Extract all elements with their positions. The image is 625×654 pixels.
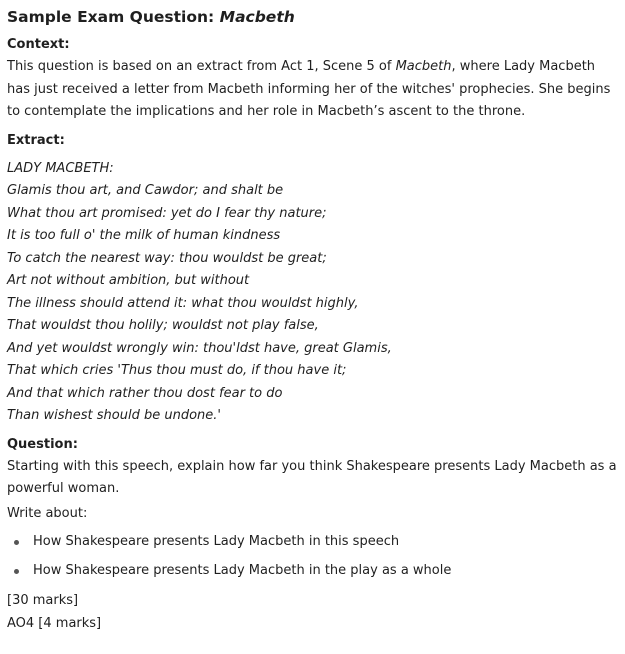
extract-line: And yet wouldst wrongly win: thou'ldst have, great Glamis, — [7, 340, 392, 356]
bullet-icon — [14, 569, 19, 574]
extract-line: The illness should attend it: what thou wouldst highly, — [7, 295, 359, 311]
write-about-label: Write about: — [7, 505, 88, 521]
extract-line: Than wishest should be undone.' — [7, 408, 221, 423]
list-item-text: How Shakespeare presents Lady Macbeth in this speech — [33, 534, 400, 549]
extract-label: Extract: — [7, 132, 65, 148]
context-label: Context: — [7, 37, 70, 52]
list-item-text: How Shakespeare presents Lady Macbeth in the play as a whole — [33, 563, 452, 578]
extract-line: To catch the nearest way: thou wouldst be great; — [7, 250, 327, 266]
question-text: Starting with this speech, explain how far you think Shakespeare presents Lady Macbeth as a powerful woman. — [7, 458, 617, 496]
page-title — [7, 6, 618, 28]
context-text-part1: This question is based on an extract from Act 1, Scene 5 of — [7, 59, 396, 74]
context-play-name: Macbeth — [395, 59, 452, 74]
extract-line: Glamis thou art, and Cawdor; and shalt be — [7, 183, 284, 198]
list-item — [33, 531, 618, 553]
title-play-name: Macbeth — [219, 8, 295, 26]
extract-line: What thou art promised: yet do I fear thy nature; — [7, 205, 327, 221]
ao4-marks: AO4 [4 marks] — [7, 616, 102, 631]
context-text-part2: , where Lady Macbeth has just received a letter from Macbeth informing her of the witches' prophecies. She begins to contemplate the implications and her role in Macbeth’s ascent to the throne. — [7, 59, 611, 119]
total-marks: [30 marks] — [7, 593, 79, 608]
extract-line: Art not without ambition, but without — [7, 273, 250, 288]
extract-line: It is too full o' the milk of human kindness — [7, 228, 281, 243]
extract-line: That which cries 'Thus thou must do, if thou have it; — [7, 363, 347, 378]
list-item — [33, 560, 618, 582]
extract-line: LADY MACBETH: — [7, 160, 114, 176]
bullet-list — [7, 531, 618, 582]
extract-passage — [7, 158, 618, 428]
title-prefix: Sample Exam Question: — [7, 8, 220, 26]
extract-line: And that which rather thou dost fear to do — [7, 385, 283, 401]
extract-line: That wouldst thou holily; wouldst not play false, — [7, 318, 319, 333]
bullet-icon — [14, 540, 19, 545]
question-label: Question: — [7, 436, 78, 452]
context-text — [7, 56, 618, 124]
